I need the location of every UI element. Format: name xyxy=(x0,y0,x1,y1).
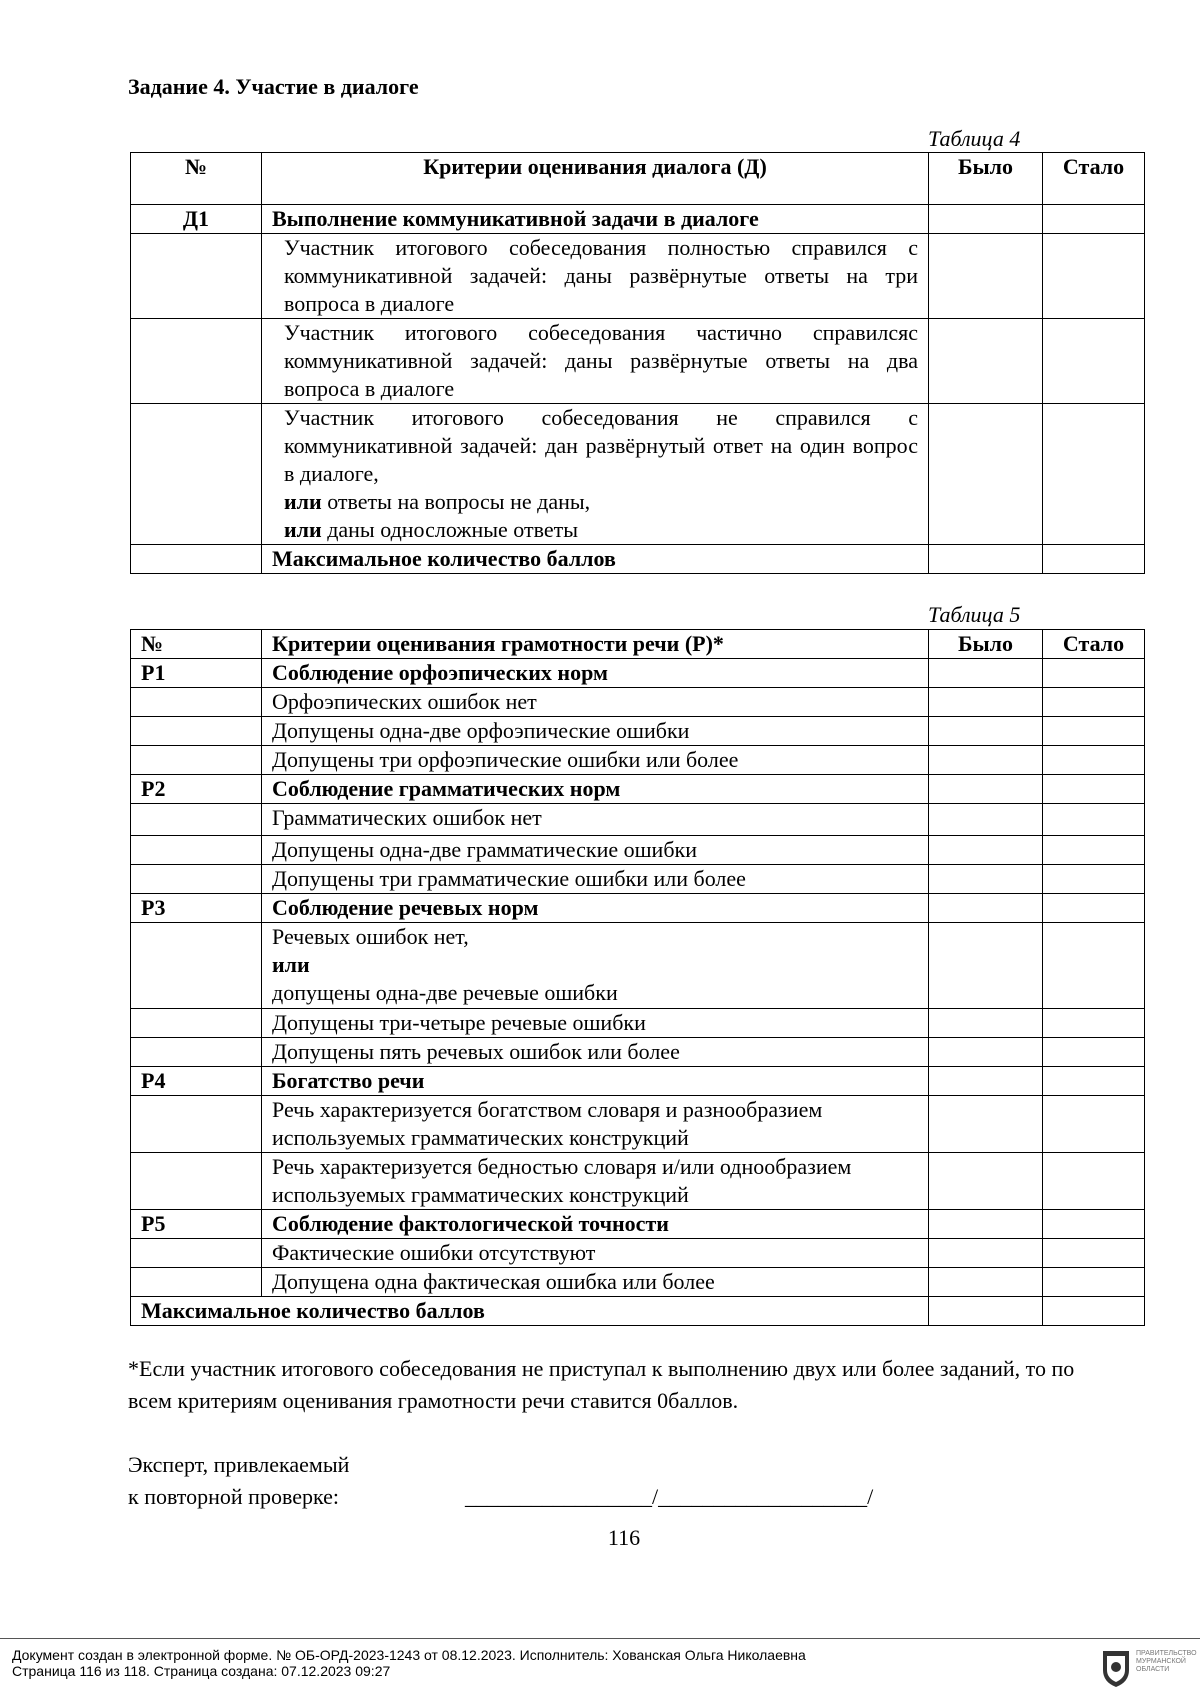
score-before-cell xyxy=(929,234,1043,319)
expert-label: Эксперт, привлекаемый xyxy=(128,1452,350,1477)
criterion-row xyxy=(131,717,1145,746)
section-code: Р1 xyxy=(131,659,262,688)
criterion-text: Допущены пять речевых ошибок или более xyxy=(262,1038,929,1067)
table4-caption: Таблица 4 xyxy=(928,126,1021,151)
section-row xyxy=(131,1067,1145,1096)
score-after-cell xyxy=(1043,545,1145,574)
header-after: Стало xyxy=(1043,630,1145,659)
criterion-row xyxy=(131,1096,1145,1153)
criterion-row xyxy=(131,688,1145,717)
criterion-row xyxy=(131,746,1145,775)
criterion-alt: даны односложные ответы xyxy=(321,517,579,542)
section-code: Р2 xyxy=(131,775,262,804)
section-row xyxy=(131,775,1145,804)
speech-literacy-table xyxy=(130,629,1145,1326)
criterion-alt: ответы на вопросы не даны, xyxy=(321,489,591,514)
org-logo-text: ПРАВИТЕЛЬСТВО МУРМАНСКОЙ ОБЛАСТИ xyxy=(1136,1650,1197,1673)
criterion-text xyxy=(262,923,929,1009)
criterion-text: Речь характеризуется богатством словаря и разнообразием используемых грамматических конструкций xyxy=(262,1096,929,1153)
header-after: Стало xyxy=(1043,153,1145,205)
footer-divider xyxy=(0,1638,1200,1639)
footnote: *Если участник итогового собеседования не приступал к выполнению двух или более заданий, то по всем критериям оценивания грамотности речи ставится 0баллов. xyxy=(128,1356,1075,1413)
criterion-row xyxy=(131,1239,1145,1268)
max-row xyxy=(131,545,1145,574)
section-code: Д1 xyxy=(131,205,262,234)
criterion-text: Допущена одна фактическая ошибка или более xyxy=(262,1268,929,1297)
criterion-text: Участник итогового собеседования полностью справился с коммуникативной задачей: даны развёрнутые ответы на три вопроса в диалоге xyxy=(262,234,929,319)
expert-label-2: к повторной проверке: xyxy=(128,1484,339,1509)
coat-of-arms-icon xyxy=(1100,1648,1132,1688)
criterion-line: допущены одна-две речевые ошибки xyxy=(272,980,618,1005)
section-code: Р3 xyxy=(131,894,262,923)
table-header-row xyxy=(131,153,1145,205)
score-after-cell xyxy=(1043,234,1145,319)
criterion-row xyxy=(131,865,1145,894)
section-title: Выполнение коммуникативной задачи в диалоге xyxy=(262,205,929,234)
section-title: Соблюдение орфоэпических норм xyxy=(262,659,929,688)
criterion-text: Речь характеризуется бедностью словаря и/или однообразием используемых грамматических конструкций xyxy=(262,1153,929,1210)
dialogue-criteria-table xyxy=(130,152,1145,574)
criterion-text: Допущены одна-две орфоэпические ошибки xyxy=(262,717,929,746)
criterion-text: Орфоэпических ошибок нет xyxy=(262,688,929,717)
section-title: Соблюдение речевых норм xyxy=(262,894,929,923)
or-word: или xyxy=(284,517,322,542)
footer-line-1: Документ создан в электронной форме. № ОБ-ОРД-2023-1243 от 08.12.2023. Исполнитель: Хованская Ольга Николаевна xyxy=(12,1647,806,1663)
header-criteria: Критерии оценивания грамотности речи (Р)* xyxy=(262,630,929,659)
criterion-row xyxy=(131,923,1145,1009)
criterion-text: Допущены одна-две грамматические ошибки xyxy=(262,836,929,865)
header-criteria: Критерии оценивания диалога (Д) xyxy=(262,153,929,205)
score-after-cell xyxy=(1043,205,1145,234)
criterion-row xyxy=(131,319,1145,404)
criterion-row xyxy=(131,836,1145,865)
or-word: или xyxy=(272,952,310,977)
section-row xyxy=(131,894,1145,923)
max-row xyxy=(131,1297,1145,1326)
task-heading: Задание 4. Участие в диалоге xyxy=(128,74,419,99)
page-number: 116 xyxy=(607,1525,641,1550)
header-num: № xyxy=(131,153,262,205)
section-row xyxy=(131,205,1145,234)
section-code: Р4 xyxy=(131,1067,262,1096)
max-label: Максимальное количество баллов xyxy=(262,545,929,574)
criterion-text: Допущены три орфоэпические ошибки или более xyxy=(262,746,929,775)
section-row xyxy=(131,659,1145,688)
table-header-row xyxy=(131,630,1145,659)
section-code: Р5 xyxy=(131,1210,262,1239)
footer-line-2: Страница 116 из 118. Страница создана: 07.12.2023 09:27 xyxy=(12,1663,391,1679)
header-before: Было xyxy=(929,630,1043,659)
section-title: Богатство речи xyxy=(262,1067,929,1096)
criterion-text: Участник итогового собеседования частично справилсяс коммуникативной задачей: даны развёрнутые ответы на два вопроса в диалоге xyxy=(262,319,929,404)
score-before-cell xyxy=(929,319,1043,404)
section-title: Соблюдение грамматических норм xyxy=(262,775,929,804)
criterion-row xyxy=(131,804,1145,836)
criterion-row xyxy=(131,234,1145,319)
criterion-row xyxy=(131,404,1145,545)
score-after-cell xyxy=(1043,319,1145,404)
score-after-cell xyxy=(1043,404,1145,545)
section-title: Соблюдение фактологической точности xyxy=(262,1210,929,1239)
criterion-row xyxy=(131,1038,1145,1067)
criterion-row xyxy=(131,1009,1145,1038)
header-num: № xyxy=(131,630,262,659)
criterion-text: Фактические ошибки отсутствуют xyxy=(262,1239,929,1268)
signature-line: _________________/___________________/ xyxy=(465,1484,874,1509)
section-row xyxy=(131,1210,1145,1239)
criterion-row xyxy=(131,1268,1145,1297)
table5-caption: Таблица 5 xyxy=(928,602,1021,627)
criterion-line: Речевых ошибок нет, xyxy=(272,924,469,949)
max-label: Максимальное количество баллов xyxy=(131,1297,929,1326)
criterion-text: Допущены три грамматические ошибки или более xyxy=(262,865,929,894)
or-word: или xyxy=(284,489,322,514)
score-before-cell xyxy=(929,545,1043,574)
criterion-main: Участник итогового собеседования не справился с коммуникативной задачей: дан развёрнутый ответ на один вопрос в диалоге, xyxy=(284,405,918,486)
header-before: Было xyxy=(929,153,1043,205)
criterion-text xyxy=(262,404,929,545)
criterion-text: Грамматических ошибок нет xyxy=(262,804,929,836)
score-before-cell xyxy=(929,205,1043,234)
criterion-row xyxy=(131,1153,1145,1210)
score-before-cell xyxy=(929,404,1043,545)
criterion-text: Допущены три-четыре речевые ошибки xyxy=(262,1009,929,1038)
